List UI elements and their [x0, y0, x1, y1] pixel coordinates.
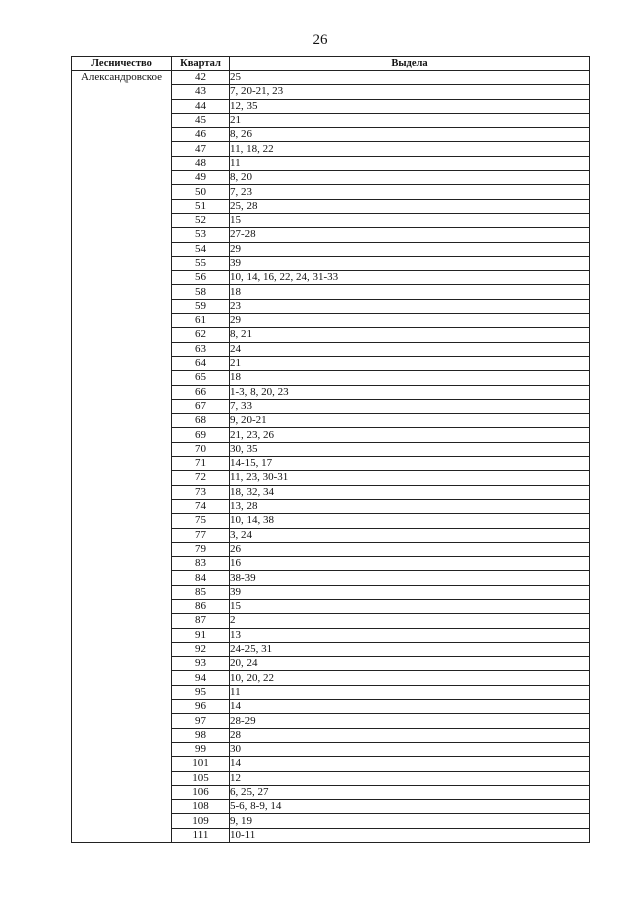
- sections-cell: 29: [230, 242, 590, 256]
- forest-sections-table: [71, 56, 590, 843]
- sections-cell: 28-29: [230, 714, 590, 728]
- block-cell: 72: [172, 471, 230, 485]
- sections-cell: 15: [230, 599, 590, 613]
- block-cell: 67: [172, 399, 230, 413]
- block-cell: 68: [172, 414, 230, 428]
- table-header-row: [72, 57, 590, 71]
- sections-cell: 11: [230, 156, 590, 170]
- block-cell: 109: [172, 814, 230, 828]
- block-cell: 71: [172, 457, 230, 471]
- block-cell: 93: [172, 657, 230, 671]
- forestry-name-cell: Александровское: [72, 71, 172, 843]
- sections-cell: 11, 23, 30-31: [230, 471, 590, 485]
- block-cell: 97: [172, 714, 230, 728]
- block-cell: 111: [172, 828, 230, 842]
- sections-cell: 10, 14, 16, 22, 24, 31-33: [230, 271, 590, 285]
- sections-cell: 2: [230, 614, 590, 628]
- block-cell: 42: [172, 71, 230, 85]
- block-cell: 62: [172, 328, 230, 342]
- block-cell: 101: [172, 757, 230, 771]
- sections-cell: 10-11: [230, 828, 590, 842]
- sections-cell: 3, 24: [230, 528, 590, 542]
- sections-cell: 39: [230, 585, 590, 599]
- sections-cell: 18, 32, 34: [230, 485, 590, 499]
- block-cell: 53: [172, 228, 230, 242]
- sections-cell: 21: [230, 113, 590, 127]
- sections-cell: 18: [230, 285, 590, 299]
- block-cell: 46: [172, 128, 230, 142]
- block-cell: 66: [172, 385, 230, 399]
- sections-cell: 26: [230, 542, 590, 556]
- block-cell: 63: [172, 342, 230, 356]
- sections-cell: 16: [230, 557, 590, 571]
- block-cell: 69: [172, 428, 230, 442]
- sections-cell: 6, 25, 27: [230, 785, 590, 799]
- sections-cell: 38-39: [230, 571, 590, 585]
- block-cell: 50: [172, 185, 230, 199]
- block-cell: 47: [172, 142, 230, 156]
- block-cell: 48: [172, 156, 230, 170]
- sections-cell: 5-6, 8-9, 14: [230, 800, 590, 814]
- block-cell: 51: [172, 199, 230, 213]
- block-cell: 43: [172, 85, 230, 99]
- sections-cell: 25, 28: [230, 199, 590, 213]
- sections-cell: 7, 20-21, 23: [230, 85, 590, 99]
- block-cell: 94: [172, 671, 230, 685]
- block-cell: 75: [172, 514, 230, 528]
- block-cell: 105: [172, 771, 230, 785]
- sections-cell: 39: [230, 256, 590, 270]
- sections-cell: 30: [230, 742, 590, 756]
- sections-cell: 12: [230, 771, 590, 785]
- sections-cell: 24-25, 31: [230, 642, 590, 656]
- block-cell: 86: [172, 599, 230, 613]
- block-cell: 70: [172, 442, 230, 456]
- sections-cell: 21, 23, 26: [230, 428, 590, 442]
- table-row: [72, 71, 590, 85]
- sections-cell: 24: [230, 342, 590, 356]
- block-cell: 83: [172, 557, 230, 571]
- table-body: [72, 71, 590, 843]
- block-cell: 92: [172, 642, 230, 656]
- sections-cell: 8, 26: [230, 128, 590, 142]
- sections-cell: 14: [230, 757, 590, 771]
- block-cell: 108: [172, 800, 230, 814]
- block-cell: 44: [172, 99, 230, 113]
- block-cell: 45: [172, 113, 230, 127]
- sections-cell: 29: [230, 314, 590, 328]
- sections-cell: 10, 20, 22: [230, 671, 590, 685]
- header-forestry: Лесничество: [72, 57, 172, 71]
- sections-cell: 11: [230, 685, 590, 699]
- block-cell: 95: [172, 685, 230, 699]
- sections-cell: 21: [230, 356, 590, 370]
- block-cell: 58: [172, 285, 230, 299]
- sections-cell: 15: [230, 213, 590, 227]
- block-cell: 59: [172, 299, 230, 313]
- block-cell: 61: [172, 314, 230, 328]
- block-cell: 74: [172, 499, 230, 513]
- sections-cell: 25: [230, 71, 590, 85]
- sections-cell: 18: [230, 371, 590, 385]
- sections-cell: 13, 28: [230, 499, 590, 513]
- block-cell: 65: [172, 371, 230, 385]
- block-cell: 64: [172, 356, 230, 370]
- block-cell: 77: [172, 528, 230, 542]
- block-cell: 85: [172, 585, 230, 599]
- block-cell: 96: [172, 700, 230, 714]
- sections-cell: 28: [230, 728, 590, 742]
- sections-cell: 9, 20-21: [230, 414, 590, 428]
- block-cell: 49: [172, 171, 230, 185]
- block-cell: 87: [172, 614, 230, 628]
- header-sections: Выдела: [230, 57, 590, 71]
- block-cell: 52: [172, 213, 230, 227]
- sections-cell: 23: [230, 299, 590, 313]
- sections-cell: 7, 33: [230, 399, 590, 413]
- sections-cell: 27-28: [230, 228, 590, 242]
- sections-cell: 30, 35: [230, 442, 590, 456]
- sections-cell: 13: [230, 628, 590, 642]
- block-cell: 55: [172, 256, 230, 270]
- sections-cell: 7, 23: [230, 185, 590, 199]
- header-block: Квартал: [172, 57, 230, 71]
- sections-cell: 10, 14, 38: [230, 514, 590, 528]
- sections-cell: 20, 24: [230, 657, 590, 671]
- sections-cell: 14-15, 17: [230, 457, 590, 471]
- block-cell: 56: [172, 271, 230, 285]
- block-cell: 73: [172, 485, 230, 499]
- block-cell: 54: [172, 242, 230, 256]
- sections-cell: 8, 21: [230, 328, 590, 342]
- block-cell: 79: [172, 542, 230, 556]
- sections-cell: 1-3, 8, 20, 23: [230, 385, 590, 399]
- sections-cell: 14: [230, 700, 590, 714]
- page-number: 26: [312, 32, 328, 48]
- sections-cell: 12, 35: [230, 99, 590, 113]
- block-cell: 84: [172, 571, 230, 585]
- block-cell: 91: [172, 628, 230, 642]
- block-cell: 98: [172, 728, 230, 742]
- sections-cell: 8, 20: [230, 171, 590, 185]
- sections-cell: 11, 18, 22: [230, 142, 590, 156]
- block-cell: 99: [172, 742, 230, 756]
- block-cell: 106: [172, 785, 230, 799]
- sections-cell: 9, 19: [230, 814, 590, 828]
